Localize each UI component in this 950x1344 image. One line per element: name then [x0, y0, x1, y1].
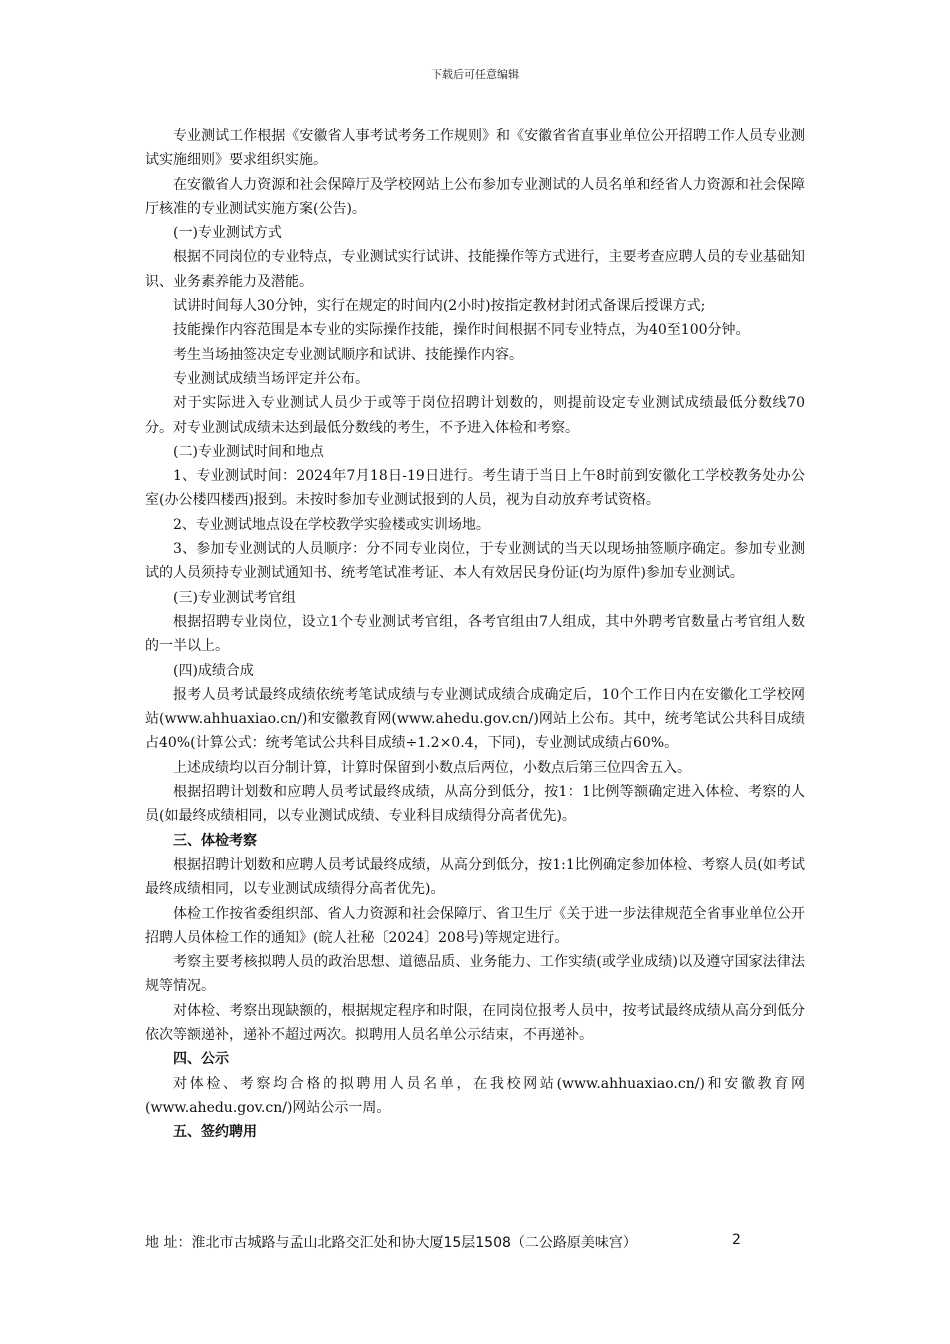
- footer-address: 地 址：淮北市古城路与孟山北路交汇处和协大厦15层1508（二公路原美味宫）: [145, 1235, 637, 1251]
- paragraph: (二)专业测试时间和地点: [173, 443, 324, 460]
- paragraph: 体检工作按省委组织部、省人力资源和社会保障厅、省卫生厅《关于进一步法律规范全省事业单位公开招聘人员体检工作的通知》(皖人社秘〔2024〕208号)等规定进行。: [145, 905, 805, 946]
- page-number: 2: [732, 1232, 741, 1248]
- paragraph: 根据招聘计划数和应聘人员考试最终成绩，从高分到低分，按1：1比例等额确定进入体检、考察的人员(如最终成绩相同，以专业测试成绩、专业科目成绩得分高者优先)。: [145, 784, 805, 825]
- section-heading: 五、签约聘用: [173, 1124, 257, 1141]
- paragraph: 试讲时间每人30分钟，实行在规定的时间内(2小时)按指定教材封闭式备课后授课方式;: [173, 298, 706, 315]
- paragraph: 根据招聘计划数和应聘人员考试最终成绩，从高分到低分，按1:1比例确定参加体检、考察人员(如考试最终成绩相同，以专业测试成绩得分高者优先)。: [145, 856, 805, 898]
- page-header: 下载后可任意编辑: [431, 68, 519, 81]
- paragraph: 2、专业测试地点设在学校教学实验楼或实训场地。: [173, 516, 490, 533]
- paragraph: 3、参加专业测试的人员顺序：分不同专业岗位，于专业测试的当天以现场抽签顺序确定。参加专业测试的人员须持专业测试通知书、统考笔试准考证、本人有效居民身份证(均为原件)参加专业测试。: [145, 541, 805, 582]
- section-heading: 四、公示: [173, 1051, 229, 1068]
- paragraph: 考察主要考核拟聘人员的政治思想、道德品质、业务能力、工作实绩(或学业成绩)以及遵守国家法律法规等情况。: [145, 954, 805, 995]
- paragraph: (一)专业测试方式: [173, 225, 282, 242]
- paragraph: 对于实际进入专业测试人员少于或等于岗位招聘计划数的，则提前设定专业测试成绩最低分数线70分。对专业测试成绩未达到最低分数线的考生，不予进入体检和考察。: [145, 395, 805, 436]
- paragraph: 在安徽省人力资源和社会保障厅及学校网站上公布参加专业测试的人员名单和经省人力资源和社会保障厅核准的专业测试实施方案(公告)。: [145, 176, 805, 217]
- paragraph: 专业测试工作根据《安徽省人事考试考务工作规则》和《安徽省省直事业单位公开招聘工作人员专业测试实施细则》要求组织实施。: [145, 128, 805, 169]
- paragraph: 上述成绩均以百分制计算，计算时保留到小数点后两位，小数点后第三位四舍五入。: [173, 759, 691, 776]
- paragraph: 根据招聘专业岗位，设立1个专业测试考官组，各考官组由7人组成，其中外聘考官数量占考官组人数的一半以上。: [145, 613, 805, 655]
- paragraph: (四)成绩合成: [173, 662, 254, 679]
- section-heading: 三、体检考察: [173, 832, 257, 849]
- paragraph: 对体检、考察出现缺额的，根据规定程序和时限，在同岗位报考人员中，按考试最终成绩从高分到低分依次等额递补，递补不超过两次。拟聘用人员名单公示结束，不再递补。: [145, 1002, 805, 1043]
- paragraph: 技能操作内容范围是本专业的实际操作技能，操作时间根据不同专业特点，为40至100分钟。: [173, 322, 750, 339]
- paragraph: 1、专业测试时间：2024年7月18日-19日进行。考生请于当日上午8时前到安徽化工学校教务处办公室(办公楼四楼西)报到。未按时参加专业测试报到的人员，视为自动放弃考试资格。: [145, 468, 805, 509]
- paragraph: 专业测试成绩当场评定并公布。: [173, 370, 369, 387]
- paragraph: 根据不同岗位的专业特点，专业测试实行试讲、技能操作等方式进行，主要考查应聘人员的专业基础知识、业务素养能力及潜能。: [145, 249, 805, 290]
- paragraph: 报考人员考试最终成绩依统考笔试成绩与专业测试成绩合成确定后，10个工作日内在安徽化工学校网站(www.ahhuaxiao.cn/)和安徽教育网(www.ahedu.gov.cn/)网站上公布。其中，统考笔试公共科目成绩占40%(计算公式：统考笔试公共科目成绩÷1.2×0.4，下同)，专业测试成绩占60%。: [145, 686, 805, 752]
- paragraph: 考生当场抽签决定专业测试顺序和试讲、技能操作内容。: [173, 346, 523, 363]
- paragraph: (三)专业测试考官组: [173, 589, 296, 606]
- document-body: [145, 124, 805, 1144]
- paragraph: 对体检、考察均合格的拟聘用人员名单，在我校网站(www.ahhuaxiao.cn/)和安徽教育网(www.ahedu.gov.cn/)网站公示一周。: [145, 1075, 805, 1116]
